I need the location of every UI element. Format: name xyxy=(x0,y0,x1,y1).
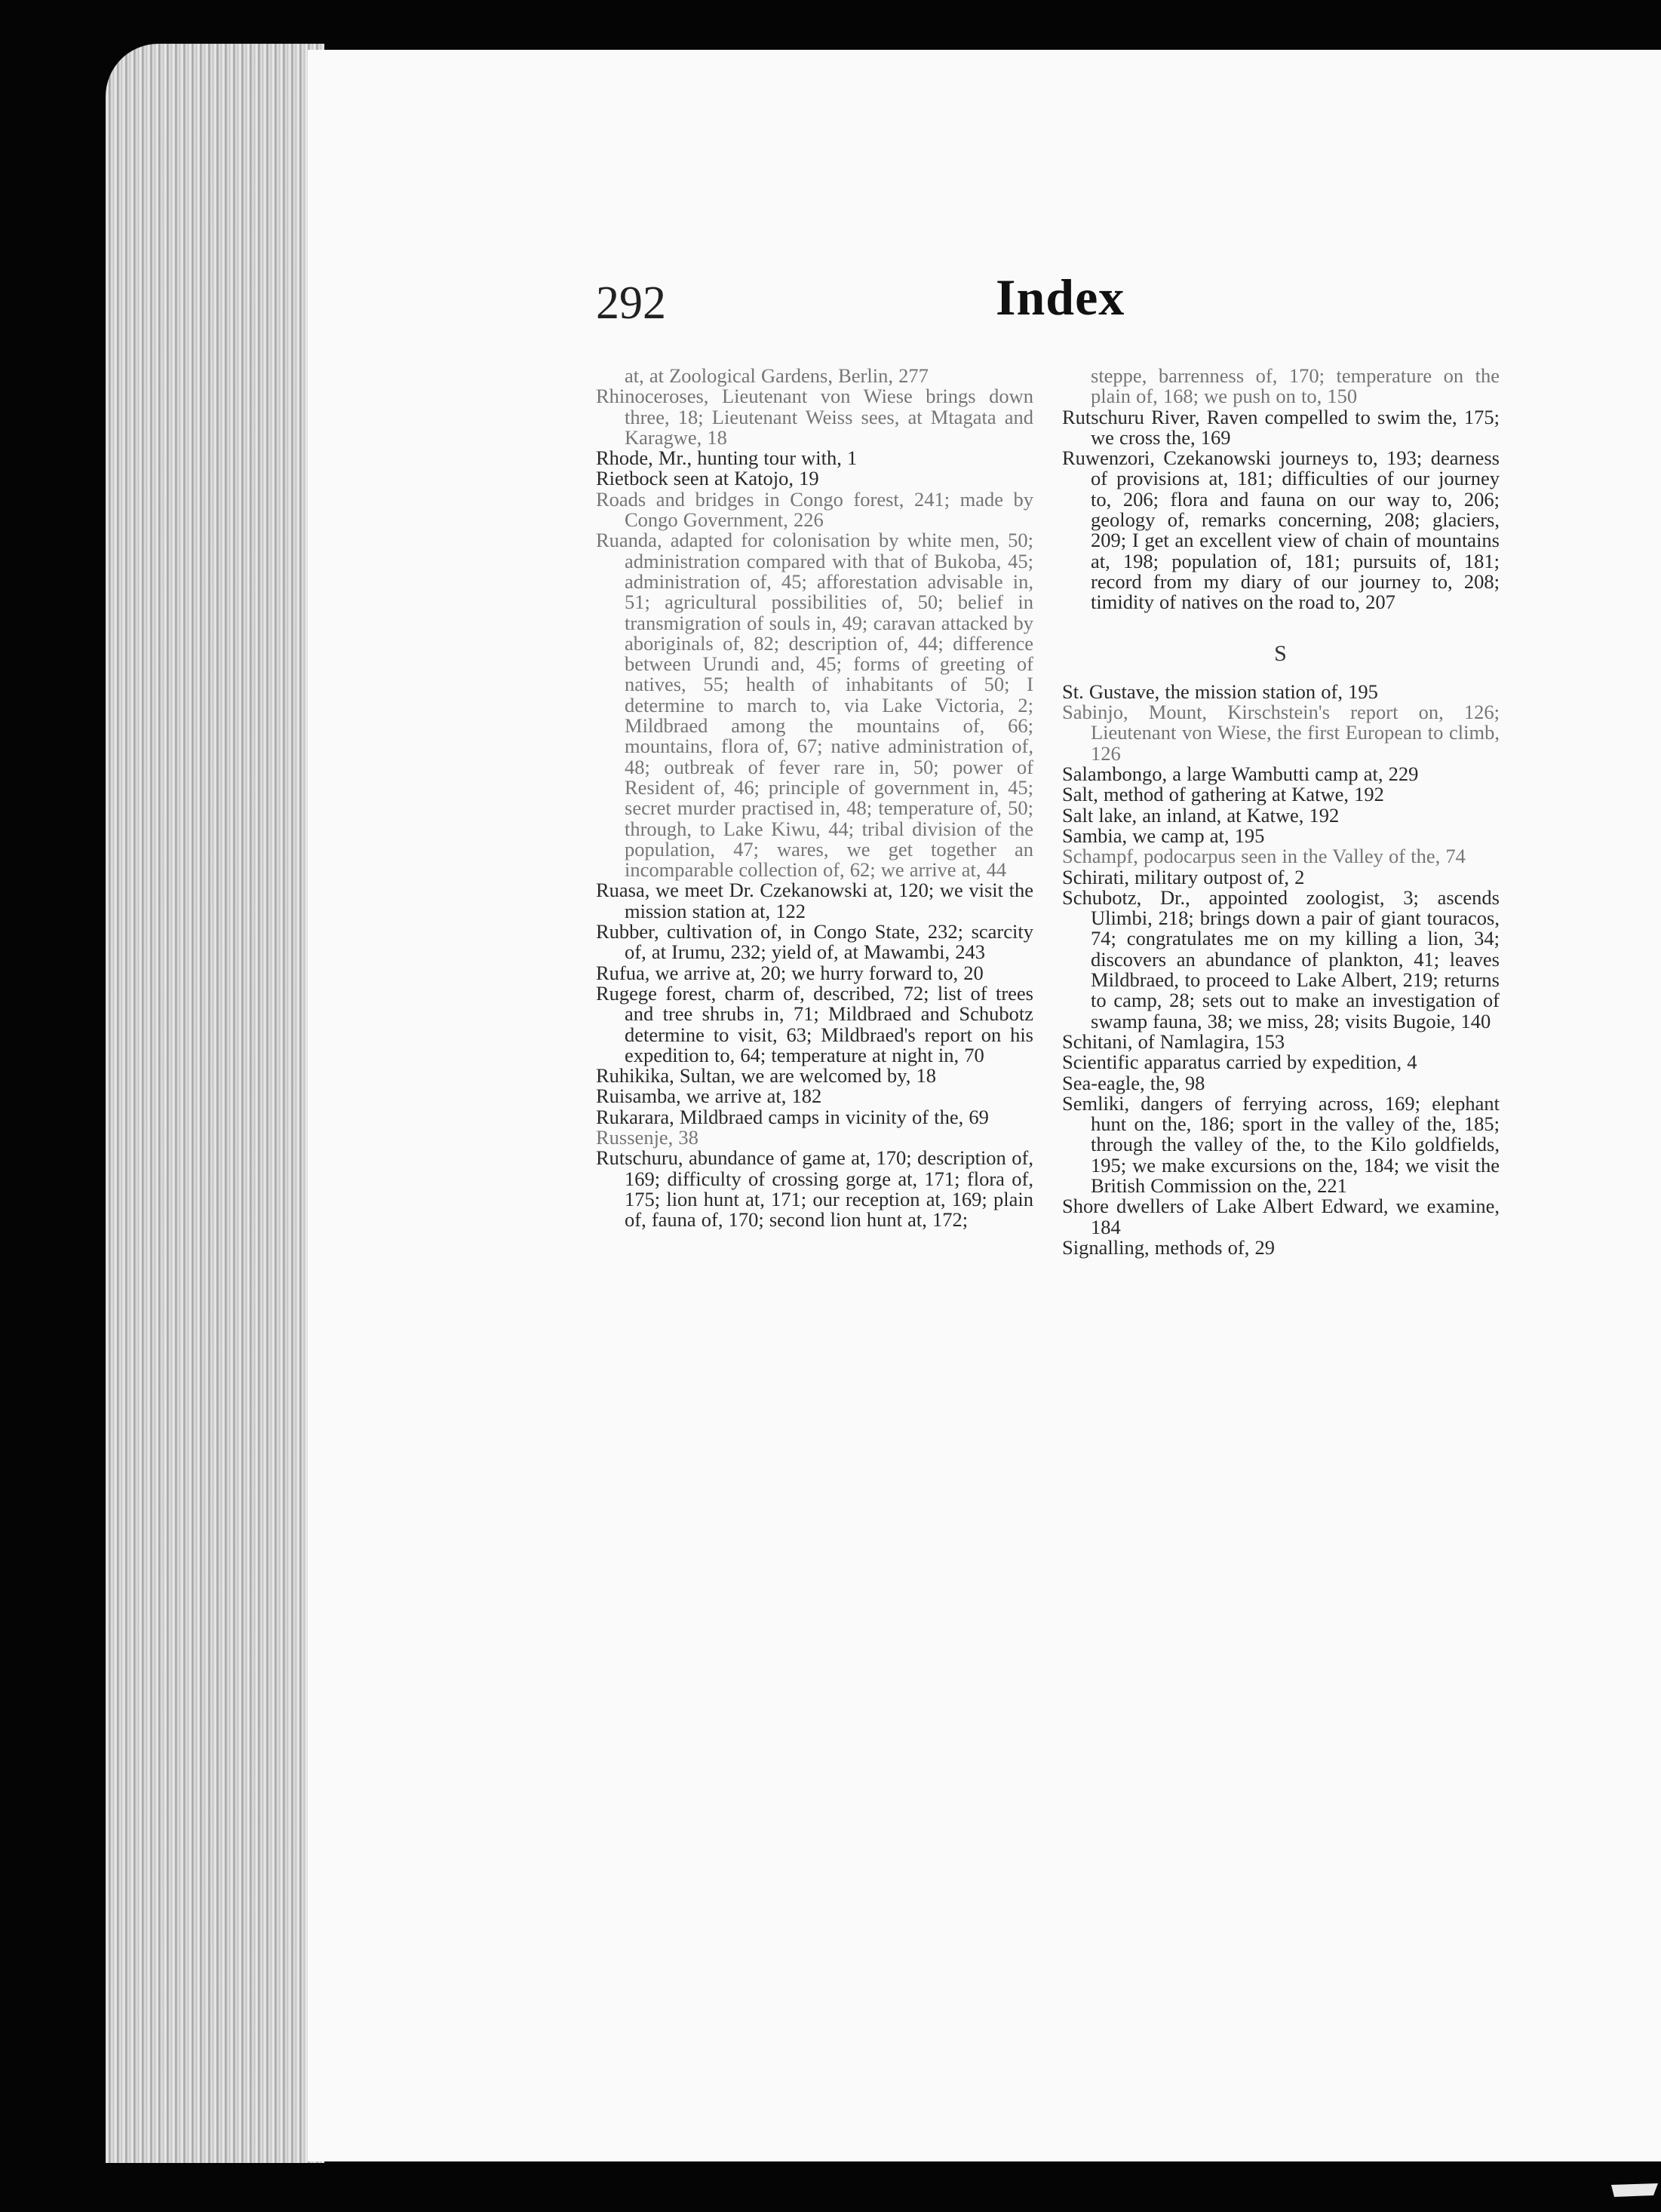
index-entry: Rukarara, Mildbraed camps in vicinity of the, 69 xyxy=(596,1105,989,1128)
index-entry: Semliki, dangers of ferrying across, 169; elephant hunt on the, 186; sport in the valley of the, 185; through the valley of the, to the Kilo goldfields, 195; we make excursions on the, 184; we visit the British Commission on the, 221 xyxy=(1062,1091,1500,1197)
index-entry: steppe, barrenness of, 170; temperature on the plain of, 168; we push on to, 150 xyxy=(1091,364,1500,408)
index-entry: Rufua, we arrive at, 20; we hurry forward to, 20 xyxy=(596,961,984,984)
index-entry: Ruwenzori, Czekanowski journeys to, 193; dearness of provisions at, 181; difficulties of our journey to, 206; flora and fauna on our way to, 206; geology of, remarks concerning, 208; glaciers, 209; I get an excellent view of chain of mountains at, 198; population of, 181; pursuits of, 181; record from my diary of our journey to, 208; timidity of natives on the road to, 207 xyxy=(1062,446,1500,614)
index-entry: Roads and bridges in Congo forest, 241; made by Congo Government, 226 xyxy=(596,487,1033,532)
index-entry: Rietbock seen at Katojo, 19 xyxy=(596,467,819,490)
index-entry: Ruhikika, Sultan, we are welcomed by, 18 xyxy=(596,1064,936,1088)
corner-mark xyxy=(1608,2182,1661,2198)
index-entry: Salambongo, a large Wambutti camp at, 229 xyxy=(1062,762,1419,786)
index-entry: at, at Zoological Gardens, Berlin, 277 xyxy=(625,364,929,387)
page-number: 292 xyxy=(596,278,666,329)
index-entry: Shore dwellers of Lake Albert Edward, we examine, 184 xyxy=(1062,1195,1500,1238)
running-head: Index xyxy=(996,268,1125,326)
index-entry: Sambia, we camp at, 195 xyxy=(1062,824,1265,847)
index-entry: Rutschuru, abundance of game at, 170; description of, 169; difficulty of crossing gorge at, 171; flora of, 175; lion hunt at, 171; our reception at, 169; plain of, fauna of, 170; second lion hunt at, 172; xyxy=(596,1146,1033,1232)
index-entry: Rhinoceroses, Lieutenant von Wiese brings down three, 18; Lieutenant Weiss sees, at Mtagata and Karagwe, 18 xyxy=(596,385,1033,449)
index-entry: Sea-eagle, the, 98 xyxy=(1062,1071,1205,1094)
book-page-edges xyxy=(106,44,324,2163)
section-letter: S xyxy=(1274,640,1288,666)
index-entry: Salt, method of gathering at Katwe, 192 xyxy=(1062,783,1384,806)
index-entry: Rutschuru River, Raven compelled to swim the, 175; we cross the, 169 xyxy=(1062,405,1500,449)
index-entry: Ruasa, we meet Dr. Czekanowski at, 120; we visit the mission station at, 122 xyxy=(596,879,1033,922)
index-entry: Salt lake, an inland, at Katwe, 192 xyxy=(1062,803,1340,827)
index-entry: Ruisamba, we arrive at, 182 xyxy=(596,1085,822,1108)
index-entry: Rhode, Mr., hunting tour with, 1 xyxy=(596,446,858,470)
index-column-right xyxy=(1062,366,1500,1258)
index-entry: Schampf, podocarpus seen in the Valley of the, 74 xyxy=(1062,845,1466,868)
index-entry: Schitani, of Namlagira, 153 xyxy=(1062,1029,1285,1053)
index-entry: Rugege forest, charm of, described, 72; list of trees and tree shrubs in, 71; Mildbraed and Schubotz determine to visit, 63; Mildbraed's report on his expedition to, 64; temperature at night in, 70 xyxy=(596,981,1033,1066)
index-column-left xyxy=(596,366,1033,1230)
index-entry: Ruanda, adapted for colonisation by white men, 50; administration compared with that of Bukoba, 45; administration of, 45; afforestation advisable in, 51; agricultural possibilities of, 50; belief in transmigration of souls in, 49; caravan attacked by aboriginals of, 82; description of, 44; difference between Urundi and, 45; forms of greeting of natives, 55; health of inhabitants of 50; I determine to march to, via Lake Victoria, 2; Mildbraed among the mountains of, 66; mountains, flora of, 67; native administration of, 48; outbreak of fever rare in, 50; power of Resident of, 46; principle of government in, 45; secret murder practised in, 48; temperature of, 50; through, to Lake Kiwu, 44; tribal division of the population, 47; wares, we get together an incomparable collection of, 62; we arrive at, 44 xyxy=(596,529,1033,882)
index-entry: Scientific apparatus carried by expedition, 4 xyxy=(1062,1051,1417,1074)
index-entry: Signalling, methods of, 29 xyxy=(1062,1235,1275,1259)
index-entry: Russenje, 38 xyxy=(596,1125,698,1149)
index-entry: St. Gustave, the mission station of, 195 xyxy=(1062,680,1378,703)
index-entry: Schubotz, Dr., appointed zoologist, 3; ascends Ulimbi, 218; brings down a pair of giant touracos, 74; congratulates me on my killing a lion, 34; discovers an abundance of plankton, 41; leaves Mildbraed, to proceed to Lake Albert, 219; returns to camp, 28; sets out to make an investigation of swamp fauna, 38; we miss, 28; visits Bugoie, 140 xyxy=(1062,885,1500,1032)
index-entry: Schirati, military outpost of, 2 xyxy=(1062,865,1305,888)
page-header xyxy=(596,268,1561,351)
index-entry: Sabinjo, Mount, Kirschstein's report on, 126; Lieutenant von Wiese, the first European to climb, 126 xyxy=(1062,701,1500,765)
index-entry: Rubber, cultivation of, in Congo State, 232; scarcity of, at Irumu, 232; yield of, at Mawambi, 243 xyxy=(596,920,1033,964)
